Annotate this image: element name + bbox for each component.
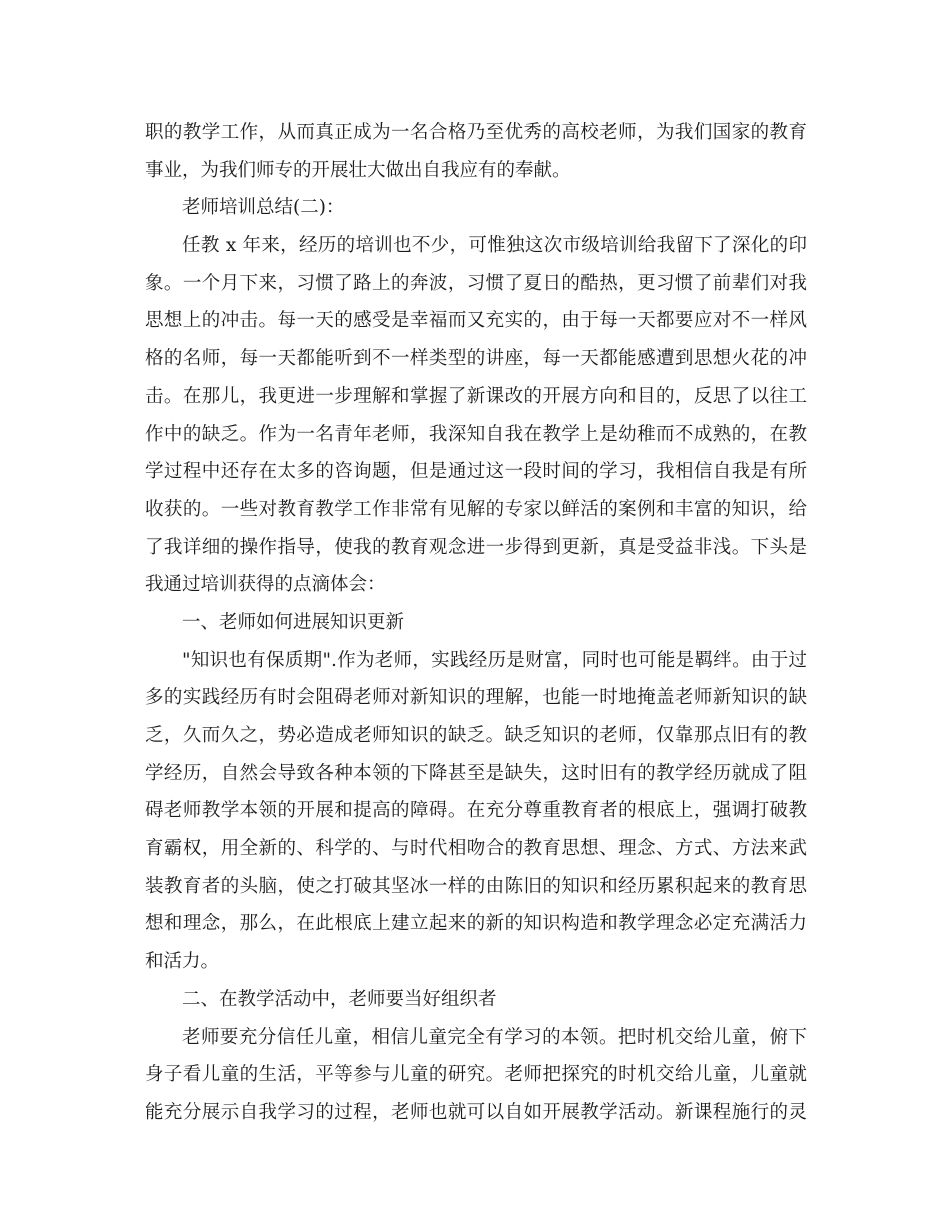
- text-line: 任教 x 年来，经历的培训也不少，可惟独这次市级培训给我留下了深化的印: [182, 235, 807, 257]
- text-line: 思想上的冲击。每一天的感受是幸福而又充实的，由于每一天都要应对不一样风: [145, 310, 807, 332]
- text-line: 想和理念，那么，在此根底上建立起来的新的知识构造和教学理念必定充满活力: [145, 913, 807, 935]
- text-line: 能充分展示自我学习的过程，老师也就可以自如开展教学活动。新课程施行的灵: [145, 1101, 807, 1123]
- text-line: 乏，久而久之，势必造成老师知识的缺乏。缺乏知识的老师，仅靠那点旧有的教: [145, 725, 807, 746]
- body-text: [145, 114, 807, 1132]
- text-line: 象。一个月下来，习惯了路上的奔波，习惯了夏日的酷热，更习惯了前辈们对我: [145, 272, 807, 294]
- text-line: 击。在那儿，我更进一步理解和掌握了新课改的开展方向和目的，反思了以往工: [145, 385, 807, 407]
- text-line: "知识也有保质期".作为老师，实践经历是财富，同时也可能是羁绊。由于过: [182, 649, 807, 671]
- text-line: 我通过培训获得的点滴体会：: [145, 574, 386, 596]
- text-line: 和活力。: [145, 951, 220, 973]
- text-line: 作中的缺乏。作为一名青年老师，我深知自我在教学上是幼稚而不成熟的，在教: [145, 423, 807, 445]
- text-line: 格的名师，每一天都能听到不一样类型的讲座，每一天都能感遭到思想火花的冲: [145, 348, 807, 370]
- text-line: 了我详细的操作指导，使我的教育观念进一步得到更新，真是受益非浅。下头是: [145, 536, 807, 558]
- text-line: 身子看儿童的生活，平等参与儿童的研究。老师把探究的时机交给儿童，儿童就: [145, 1064, 807, 1086]
- section-heading: 一、老师如何进展知识更新: [182, 611, 405, 633]
- section-heading: 老师培训总结(二)：: [182, 197, 345, 219]
- text-line: 多的实践经历有时会阻碍老师对新知识的理解，也能一时地掩盖老师新知识的缺: [145, 687, 807, 709]
- text-line: 收获的。一些对教育教学工作非常有见解的专家以鲜活的案例和丰富的知识，给: [145, 498, 807, 520]
- text-line: 学过程中还存在太多的咨询题，但是通过这一段时间的学习，我相信自我是有所: [145, 461, 807, 483]
- text-line: 事业，为我们师专的开展壮大做出自我应有的奉献。: [145, 159, 571, 181]
- section-heading: 二、在教学活动中，老师要当好组织者: [182, 988, 497, 1010]
- text-line: 老师要充分信任儿童，相信儿童完全有学习的本领。把时机交给儿童，俯下: [182, 1026, 807, 1048]
- text-line: 装教育者的头脑，使之打破其坚冰一样的由陈旧的知识和经历累积起来的教育思: [145, 875, 807, 897]
- text-line: 育霸权，用全新的、科学的、与时代相吻合的教育思想、理念、方式、方法来武: [145, 838, 807, 860]
- text-line: 学经历，自然会导致各种本领的下降甚至是缺失，这时旧有的教学经历就成了阻: [145, 762, 807, 784]
- text-line: 碍老师教学本领的开展和提高的障碍。在充分尊重教育者的根底上，强调打破教: [145, 800, 807, 822]
- text-line: 职的教学工作，从而真正成为一名合格乃至优秀的高校老师，为我们国家的教育: [145, 122, 807, 143]
